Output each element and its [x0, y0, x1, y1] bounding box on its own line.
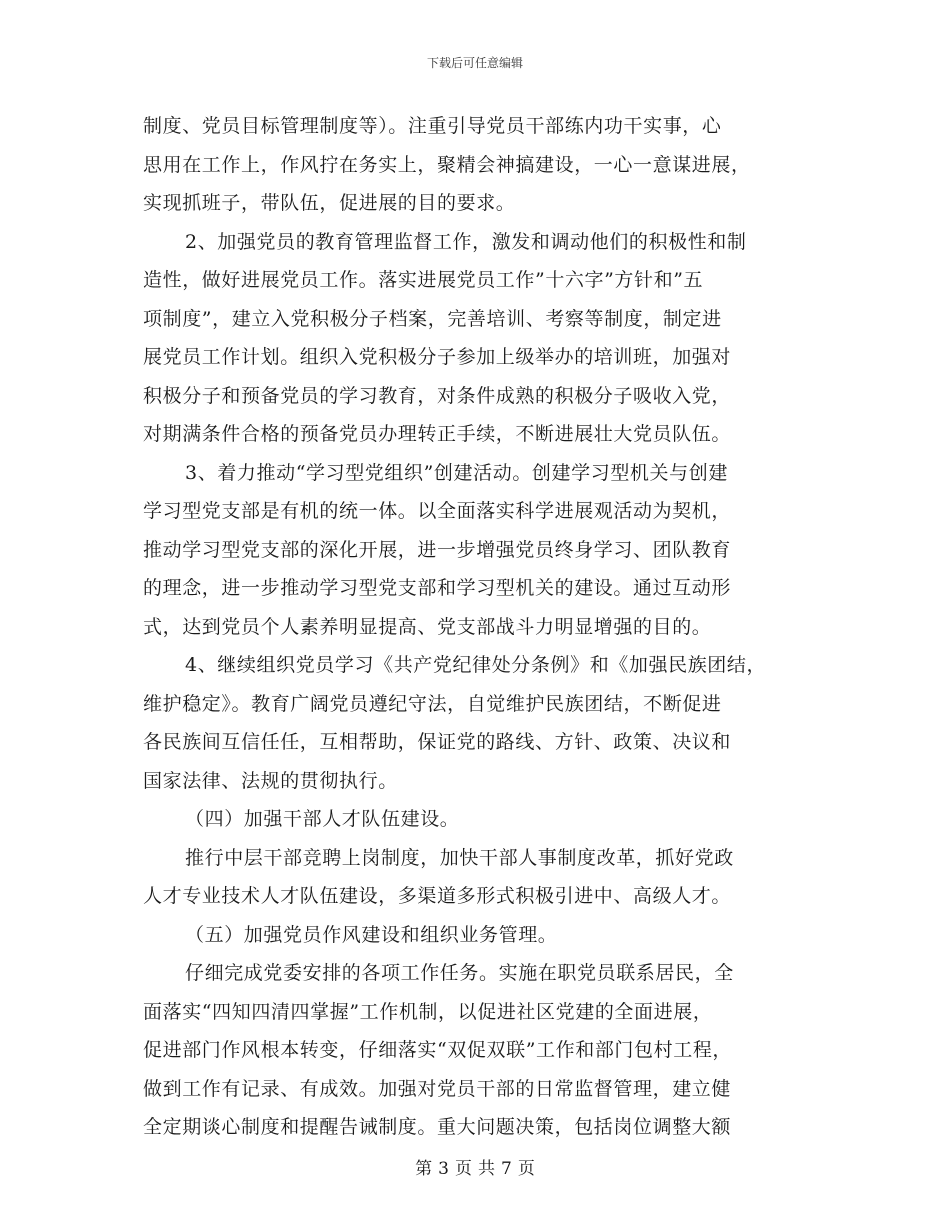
- paragraph-start-line: 3、着力推动“学习型党组织”创建活动。创建学习型机关与创建: [185, 461, 728, 484]
- text-line: 的理念，进一步推动学习型党支部和学习型机关的建设。通过互动形: [143, 577, 732, 599]
- text-line: 积极分子和预备党员的学习教育，对条件成熟的积极分子吸收入党，: [143, 384, 732, 407]
- text-line: 人才专业技术人才队伍建设，多渠道多形式积极引进中、高级人才。: [143, 885, 732, 907]
- page-header-note: 下载后可任意编辑: [426, 56, 523, 70]
- section-heading: （五）加强党员作风建设和组织业务管理。: [185, 923, 558, 946]
- text-line: 学习型党支部是有机的统一体。以全面落实科学进展观活动为契机，: [143, 500, 732, 522]
- text-line: 思用在工作上，作风拧在务实上，聚精会神搞建设，一心一意谋进展，: [143, 153, 751, 176]
- total-page-number: 7: [501, 1159, 512, 1179]
- footer-suffix: 页: [517, 1159, 535, 1179]
- document-body: [143, 107, 823, 1147]
- text-line: 维护稳定》。教育广阔党员遵纪守法，自觉维护民族团结，不断促进: [143, 692, 722, 715]
- text-line: 做到工作有记录、有成效。加强对党员干部的日常监督管理，建立健: [143, 1077, 732, 1100]
- text-line: 实现抓班子，带队伍，促进展的目的要求。: [143, 192, 516, 214]
- footer-page-word: 页: [455, 1159, 472, 1179]
- section-heading: （四）加强干部人才队伍建设。: [185, 808, 460, 830]
- paragraph-start-line: 2、加强党员的教育管理监督工作，激发和调动他们的积极性和制: [185, 230, 747, 253]
- text-line: 促进部门作风根本转变，仔细落实“双促双联”工作和部门包村工程，: [143, 1039, 733, 1061]
- text-line: 面落实“四知四清四掌握”工作机制，以促进社区党建的全面进展，: [143, 1000, 713, 1023]
- footer-total-word: 共: [478, 1159, 495, 1179]
- current-page-number: 3: [438, 1159, 449, 1179]
- text-line: 全定期谈心制度和提醒告诫制度。重大问题决策，包括岗位调整大额: [143, 1116, 732, 1138]
- text-line: 式，达到党员个人素养明显提高、党支部战斗力明显增强的目的。: [143, 615, 712, 638]
- paragraph-start-line: 仔细完成党委安排的各项工作任务。实施在职党员联系居民，全: [185, 962, 734, 984]
- text-line: 展党员工作计划。组织入党积极分子参加上级举办的培训班，加强对: [143, 346, 732, 368]
- text-line: 各民族间互信任任，互相帮助，保证党的路线、方针、政策、决议和: [143, 731, 732, 753]
- paragraph-start-line: 推行中层干部竞聘上岗制度，加快干部人事制度改革，抓好党政: [185, 846, 734, 869]
- footer-prefix: 第: [415, 1159, 433, 1179]
- page-number-footer: [0, 1154, 950, 1179]
- text-line: 对期满条件合格的预备党员办理转正手续，不断进展壮大党员队伍。: [143, 423, 732, 445]
- text-line: 国家法律、法规的贯彻执行。: [143, 769, 398, 792]
- text-line: 项制度”，建立入党积极分子档案，完善培训、考察等制度，制定进: [143, 307, 722, 330]
- text-line: 制度、党员目标管理制度等）。注重引导党员干部练内功干实事，心: [143, 115, 722, 137]
- text-line: 推动学习型党支部的深化开展，进一步增强党员终身学习、团队教育: [143, 538, 732, 561]
- paragraph-start-line: 4、继续组织党员学习《共产党纪律处分条例》和《加强民族团结，: [185, 654, 767, 676]
- text-line: 造性，做好进展党员工作。落实进展党员工作”十六字”方针和”五: [143, 269, 704, 291]
